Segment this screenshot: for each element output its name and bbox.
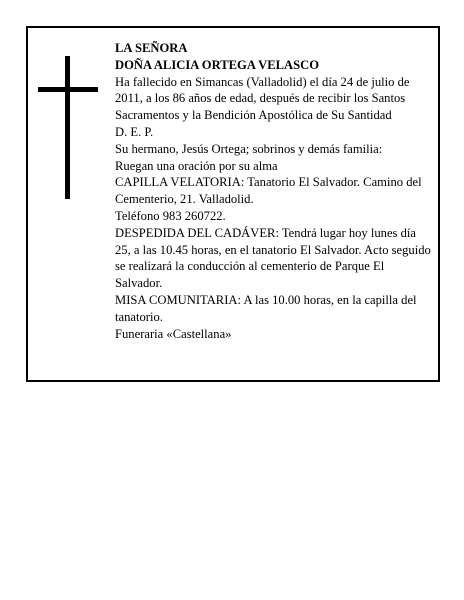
phone-line: Teléfono 983 260722. bbox=[115, 208, 226, 223]
obituary-notice bbox=[26, 26, 440, 382]
title-line: LA SEÑORA bbox=[115, 41, 188, 55]
dep-line: D. E. P. bbox=[115, 124, 154, 139]
mass-info: MISA COMUNITARIA: A las 10.00 horas, en la capilla del tanatorio. bbox=[115, 292, 417, 324]
funeral-home: Funeraria «Castellana» bbox=[115, 326, 232, 341]
farewell-info: DESPEDIDA DEL CADÁVER: Tendrá lugar hoy lunes día 25, a las 10.45 horas, en el tanatorio El Salvador. Acto seguido se realizará la conducción al cementerio de Parque El Salvador. bbox=[115, 225, 431, 291]
family-line: Su hermano, Jesús Ortega; sobrinos y demás familia: bbox=[115, 141, 383, 156]
prayer-request: Ruegan una oración por su alma bbox=[115, 158, 278, 173]
death-announcement: Ha fallecido en Simancas (Valladolid) el día 24 de julio de 2011, a los 86 años de edad, después de recibir los Santos Sacramentos y la Bendición Apostólica de Su Santidad bbox=[115, 74, 410, 123]
chapel-info: CAPILLA VELATORIA: Tanatorio El Salvador. Camino del Cementerio, 21. Valladolid. bbox=[115, 175, 422, 207]
cross-horizontal-bar bbox=[38, 87, 98, 92]
cross-vertical-bar bbox=[65, 56, 70, 199]
obituary-text bbox=[115, 40, 433, 342]
latin-cross-icon bbox=[38, 56, 98, 199]
deceased-name: DOÑA ALICIA ORTEGA VELASCO bbox=[115, 57, 320, 72]
